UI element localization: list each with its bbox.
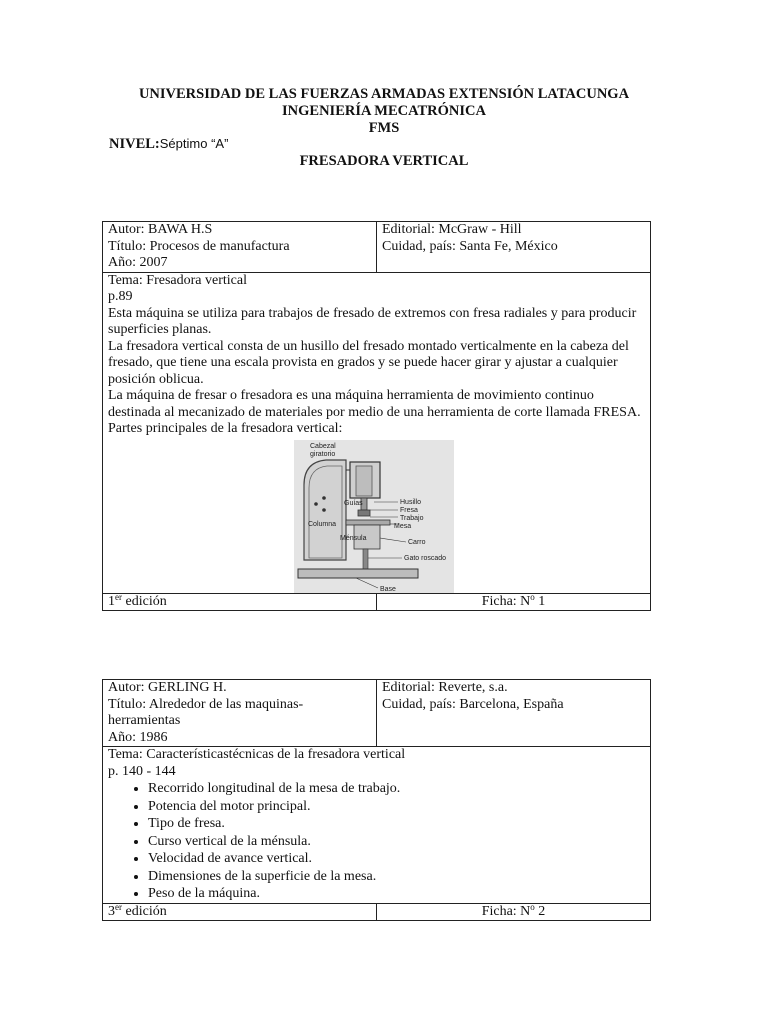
year: Año: 2007 [108,255,168,270]
label-husillo: Husillo [400,498,422,506]
list-item: • Tipo de fresa. [148,815,645,833]
topic-cell [103,747,651,904]
author: Autor: BAWA H.S [108,222,213,237]
label-cabezal: Cabezal [310,442,336,450]
label-guias: Guías [344,499,363,507]
page-ref: p.89 [108,289,133,304]
paragraph: Esta máquina se utiliza para trabajos de fresado de extremos con fresa radiales y para producir superficies planas. [108,305,637,337]
paragraph: La máquina de fresar o fresadora es una máquina herramienta de movimiento continuo destinada al mecanizado de materiales por medio de una herramienta de corte llamada FRESA. [108,388,641,420]
ficha-number: Ficha: $N^o$ 2 [377,903,651,920]
university-name: UNIVERSIDAD DE LAS FUERZAS ARMADAS EXTENSIÓN LATACUNGA [138,86,630,102]
book-info [103,680,377,747]
ficha-card-1 [102,221,651,611]
year: Año: 1986 [108,729,168,745]
author: Autor: GERLING H. [108,680,227,695]
list-item: • Recorrido longitudinal de la mesa de trabajo. [148,780,645,798]
city-country: Cuidad, país: Barcelona, España [382,696,564,712]
list-item: • Curso vertical de la ménsula. [148,833,645,851]
list-item: • Velocidad de avance vertical. [148,850,645,868]
book-info [103,222,377,273]
topic: Tema: Característicastécnicas de la fresadora vertical [108,747,406,762]
label-fresa: Fresa [400,506,418,514]
publisher-info [377,222,651,273]
ficha-number: Ficha: $N^o$ 1 [377,593,651,610]
label-mensula: Ménsula [340,534,367,542]
paragraph: Partes principales de la fresadora vertical: [108,421,343,436]
label-base: Base [380,585,396,593]
list-item: • Peso de la máquina. [148,885,645,903]
publisher: Editorial: Reverte, s.a. [382,680,508,695]
label-mesa: Mesa [394,522,412,530]
list-item: • Potencia del motor principal. [148,798,645,816]
features-list [108,780,645,903]
level-line [109,136,228,153]
publisher-info [377,680,651,747]
list-item: • Dimensiones de la superficie de la mesa. [148,868,645,886]
label-gato-roscado: Gato roscado [404,554,447,562]
paragraph: La fresadora vertical consta de un husillo del fresado montado verticalmente en la cabeza del fresado, que tiene una escala provista en grados y se puede hacer girar y ajustar a cualquier posición oblicua. [108,338,629,387]
label-columna: Columna [308,520,337,528]
city-country: Cuidad, país: Santa Fe, México [382,238,558,254]
document-title: FRESADORA VERTICAL [299,153,469,169]
level-value: Séptimo “A” [159,136,229,151]
page-ref: p. 140 - 144 [108,763,176,779]
subject-name: FMS [368,120,400,136]
label-trabajo: Trabajo [400,514,424,522]
edition: 1er edición [103,593,377,610]
book-title: Título: Alrededor de las maquinas-herramientas [108,696,304,728]
label-giratorio: giratorio [310,450,336,458]
topic: Tema: Fresadora vertical [108,272,247,288]
level-label: NIVEL: [109,136,160,152]
label-carro: Carro [408,538,426,546]
edition: 3er edición [103,903,377,920]
topic-cell [103,272,651,593]
milling-machine-diagram [294,440,454,593]
ficha-card-2 [102,679,651,921]
publisher: Editorial: McGraw - Hill [382,222,522,237]
book-title: Título: Procesos de manufactura [108,238,290,254]
career-name: INGENIERÍA MECATRÓNICA [282,103,486,119]
